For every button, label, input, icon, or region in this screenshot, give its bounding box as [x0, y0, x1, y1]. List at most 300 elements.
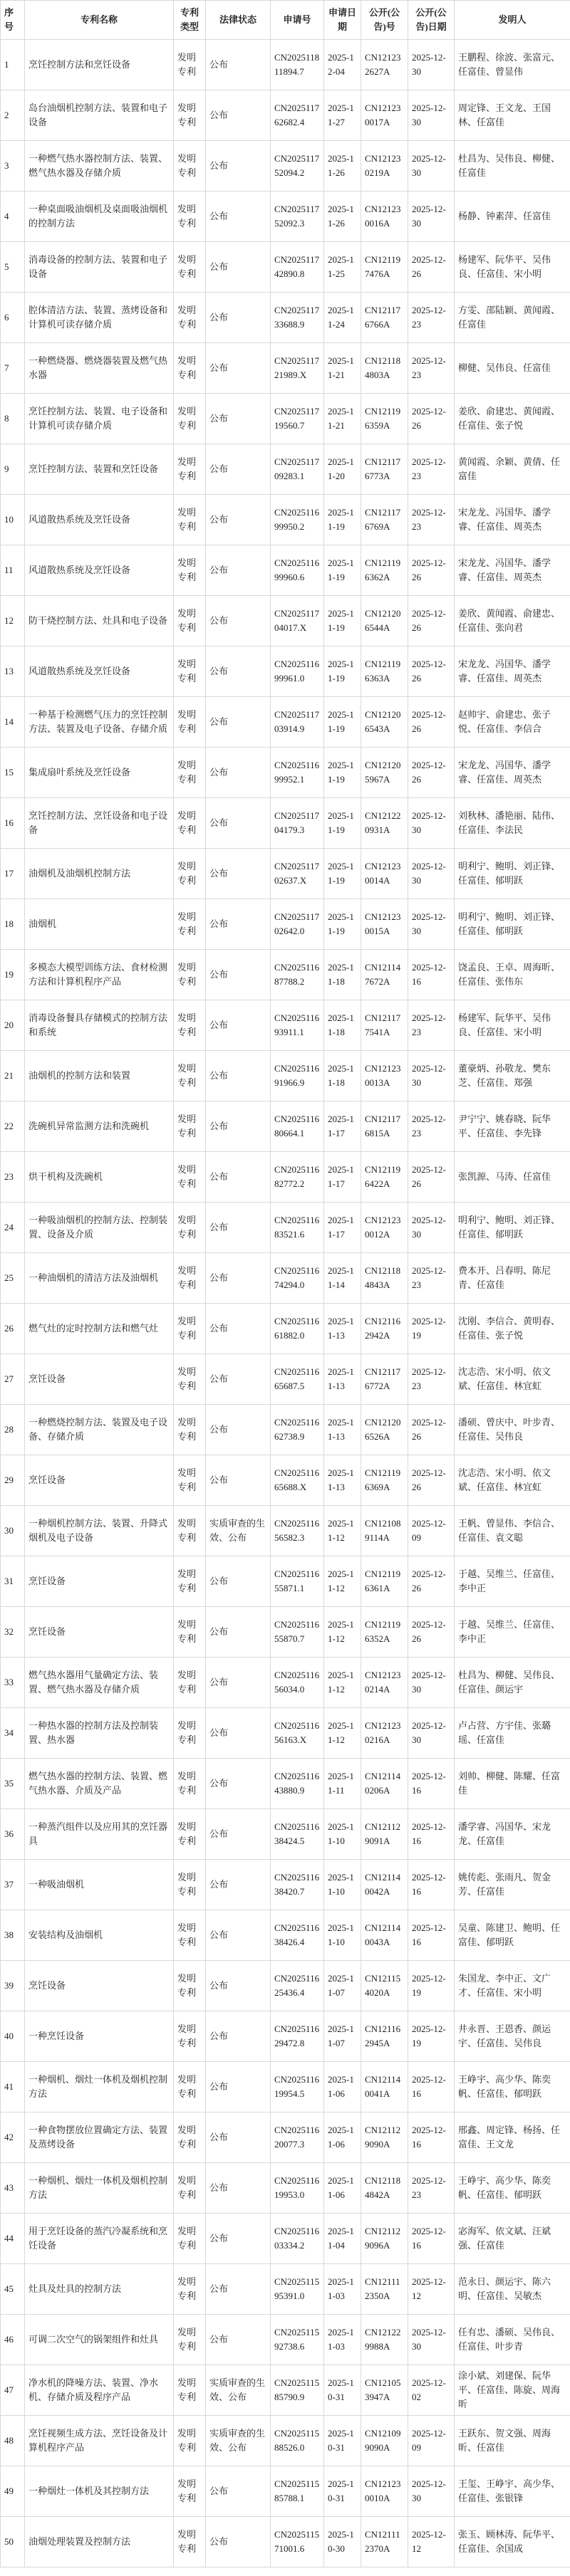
patent-type-cell: 发明专利: [174, 2214, 206, 2264]
application-date-cell: 2025-11-17: [324, 1203, 361, 1253]
table-row: [1, 1860, 570, 1910]
legal-status-cell: 公布: [206, 1203, 271, 1253]
table-row: [1, 2214, 570, 2264]
table-row: [1, 40, 570, 90]
application-number-cell: CN202511638426.4: [271, 1910, 324, 1961]
application-date-cell: 2025-11-18: [324, 1051, 361, 1101]
row-index-cell: 28: [1, 1405, 25, 1455]
publication-date-cell: 2025-12-23: [408, 1101, 455, 1152]
legal-status-cell: 公布: [206, 1455, 271, 1506]
header-publication-number: 公开(公告)号: [361, 1, 408, 40]
table-row: [1, 1405, 570, 1455]
publication-number-cell: CN121206526A: [361, 1405, 408, 1455]
publication-date-cell: 2025-12-30: [408, 849, 455, 899]
patent-type-cell: 发明专利: [174, 1708, 206, 1759]
legal-status-cell: 公布: [206, 1910, 271, 1961]
application-number-cell: CN202511682772.2: [271, 1152, 324, 1203]
patent-name-cell: 一种烟机控制方法、装置、升降式烟机及电子设备: [25, 1506, 174, 1556]
legal-status-cell: 公布: [206, 192, 271, 242]
patent-type-cell: 发明专利: [174, 646, 206, 697]
table-row: [1, 1203, 570, 1253]
inventors-cell: 于越、吴维兰、任富佳、李中正: [455, 1607, 570, 1658]
inventors-cell: 朱国龙、李中正、文广才、任富佳、宋小明: [455, 1961, 570, 2011]
row-index-cell: 20: [1, 1000, 25, 1051]
patent-type-cell: 发明专利: [174, 141, 206, 192]
inventors-cell: 杨建军、阮华平、吴伟良、任富佳、宋小明: [455, 1000, 570, 1051]
publication-number-cell: CN121184843A: [361, 1253, 408, 1304]
legal-status-cell: 公布: [206, 1759, 271, 1809]
row-index-cell: 41: [1, 2062, 25, 2112]
legal-status-cell: 公布: [206, 1253, 271, 1304]
application-date-cell: 2025-11-20: [324, 444, 361, 495]
table-row: [1, 141, 570, 192]
inventors-cell: 潘学睿、冯国华、宋龙龙、任富佳: [455, 1809, 570, 1860]
application-number-cell: CN202511691966.9: [271, 1051, 324, 1101]
legal-status-cell: 实质审查的生效、公布: [206, 2416, 271, 2466]
publication-number-cell: CN121112370A: [361, 2517, 408, 2567]
inventors-cell: 潘硕、曾庆中、叶步青、任富佳、吴伟良: [455, 1405, 570, 1455]
patent-name-cell: 烘干机构及洗碗机: [25, 1152, 174, 1203]
table-row: [1, 343, 570, 394]
legal-status-cell: 公布: [206, 394, 271, 444]
row-index-cell: 48: [1, 2416, 25, 2466]
inventors-cell: 范永日、颜运宇、陈六明、任富佳、吴敏杰: [455, 2264, 570, 2315]
legal-status-cell: 公布: [206, 2214, 271, 2264]
publication-number-cell: CN121196352A: [361, 1607, 408, 1658]
application-number-cell: CN202511674294.0: [271, 1253, 324, 1304]
row-index-cell: 30: [1, 1506, 25, 1556]
publication-date-cell: 2025-12-23: [408, 495, 455, 545]
publication-number-cell: CN121140206A: [361, 1759, 408, 1809]
patent-type-cell: 发明专利: [174, 1203, 206, 1253]
patent-name-cell: 多模态大模型训练方法、食材检测方法和计算机程序产品: [25, 950, 174, 1000]
patent-type-cell: 发明专利: [174, 596, 206, 646]
patent-type-cell: 发明专利: [174, 2416, 206, 2466]
patent-name-cell: 一种燃气热水器控制方法、装置、燃气热水器及存储介质: [25, 141, 174, 192]
patent-type-cell: 发明专利: [174, 1455, 206, 1506]
application-number-cell: CN202511704017.X: [271, 596, 324, 646]
row-index-cell: 39: [1, 1961, 25, 2011]
row-index-cell: 44: [1, 2214, 25, 2264]
patent-name-cell: 油烟机: [25, 899, 174, 950]
table-row: [1, 1455, 570, 1506]
application-number-cell: CN202511588526.0: [271, 2416, 324, 2466]
publication-date-cell: 2025-12-26: [408, 1607, 455, 1658]
table-row: [1, 646, 570, 697]
table-row: [1, 1809, 570, 1860]
legal-status-cell: 公布: [206, 1101, 271, 1152]
publication-number-cell: CN121196362A: [361, 545, 408, 596]
row-index-cell: 37: [1, 1860, 25, 1910]
publication-date-cell: 2025-12-16: [408, 1759, 455, 1809]
application-date-cell: 2025-11-19: [324, 849, 361, 899]
legal-status-cell: 公布: [206, 2517, 271, 2567]
application-number-cell: CN202511662738.9: [271, 1405, 324, 1455]
application-number-cell: CN202511704179.3: [271, 798, 324, 849]
publication-date-cell: 2025-12-09: [408, 2416, 455, 2466]
application-date-cell: 2025-11-13: [324, 1304, 361, 1354]
patent-type-cell: 发明专利: [174, 849, 206, 899]
legal-status-cell: 实质审查的生效、公布: [206, 1506, 271, 1556]
patent-type-cell: 发明专利: [174, 495, 206, 545]
row-index-cell: 29: [1, 1455, 25, 1506]
application-number-cell: CN202511699960.6: [271, 545, 324, 596]
table-row: [1, 596, 570, 646]
row-index-cell: 12: [1, 596, 25, 646]
application-date-cell: 2025-11-03: [324, 2264, 361, 2315]
publication-date-cell: 2025-12-16: [408, 1860, 455, 1910]
publication-date-cell: 2025-12-19: [408, 1961, 455, 2011]
patent-name-cell: 燃气热水器用气量确定方法、装置、燃气热水器及存储介质: [25, 1658, 174, 1708]
row-index-cell: 24: [1, 1203, 25, 1253]
publication-number-cell: CN121154020A: [361, 1961, 408, 2011]
patent-name-cell: 腔体清洁方法、装置、蒸烤设备和计算机可读存储介质: [25, 293, 174, 343]
table-row: [1, 495, 570, 545]
inventors-cell: 沈志浩、宋小明、依文斌、任富佳、林宜虹: [455, 1455, 570, 1506]
legal-status-cell: 公布: [206, 697, 271, 748]
application-number-cell: CN202511643880.9: [271, 1759, 324, 1809]
publication-date-cell: 2025-12-23: [408, 1354, 455, 1405]
legal-status-cell: 公布: [206, 40, 271, 90]
application-date-cell: 2025-10-31: [324, 2416, 361, 2466]
patent-type-cell: 发明专利: [174, 748, 206, 798]
publication-number-cell: CN121176815A: [361, 1101, 408, 1152]
patent-type-cell: 发明专利: [174, 1809, 206, 1860]
publication-number-cell: CN121206544A: [361, 596, 408, 646]
publication-number-cell: CN121147672A: [361, 950, 408, 1000]
table-row: [1, 293, 570, 343]
inventors-cell: 尹宁宁、姚春晓、阮华平、任富佳、李先锋: [455, 1101, 570, 1152]
publication-date-cell: 2025-12-16: [408, 1910, 455, 1961]
application-date-cell: 2025-11-17: [324, 1152, 361, 1203]
application-number-cell: CN202511638420.7: [271, 1860, 324, 1910]
legal-status-cell: 公布: [206, 1152, 271, 1203]
patent-name-cell: 一种吸油烟机: [25, 1860, 174, 1910]
patent-name-cell: 烹饪控制方法、装置和烹饪设备: [25, 444, 174, 495]
application-date-cell: 2025-11-25: [324, 242, 361, 293]
inventors-cell: 周定锋、王文龙、王国林、任富佳: [455, 90, 570, 141]
table-row: [1, 2517, 570, 2567]
publication-number-cell: CN121196363A: [361, 646, 408, 697]
table-row: [1, 697, 570, 748]
application-number-cell: CN202511699950.2: [271, 495, 324, 545]
inventors-cell: 明利宁、鲍明、刘正锋、任富佳、郁明跃: [455, 849, 570, 899]
application-date-cell: 2025-11-24: [324, 293, 361, 343]
table-header-row: [1, 1, 570, 40]
application-number-cell: CN202511721989.X: [271, 343, 324, 394]
legal-status-cell: 实质审查的生效、公布: [206, 2365, 271, 2416]
patent-name-cell: 一种烹饪设备: [25, 2011, 174, 2062]
patent-name-cell: 油烟机及油烟机控制方法: [25, 849, 174, 899]
patent-name-cell: 燃气热水器的控制方法、装置、燃气热水器、介质及产品: [25, 1759, 174, 1809]
table-row: [1, 2062, 570, 2112]
patent-name-cell: 可调二次空气的锅架组件和灶具: [25, 2315, 174, 2365]
patent-name-cell: 一种烟机、烟灶一体机及烟机控制方法: [25, 2062, 174, 2112]
application-number-cell: CN202511656034.0: [271, 1658, 324, 1708]
application-date-cell: 2025-11-04: [324, 2214, 361, 2264]
patent-name-cell: 用于烹饪设备的蒸汽冷凝系统和烹饪设备: [25, 2214, 174, 2264]
application-number-cell: CN202511625436.4: [271, 1961, 324, 2011]
inventors-cell: 柳健、吴伟良、任富佳: [455, 343, 570, 394]
legal-status-cell: 公布: [206, 596, 271, 646]
patent-type-cell: 发明专利: [174, 1556, 206, 1607]
row-index-cell: 13: [1, 646, 25, 697]
table-row: [1, 798, 570, 849]
legal-status-cell: 公布: [206, 495, 271, 545]
legal-status-cell: 公布: [206, 2264, 271, 2315]
application-number-cell: CN202511595391.0: [271, 2264, 324, 2315]
application-date-cell: 2025-11-13: [324, 1354, 361, 1405]
legal-status-cell: 公布: [206, 1405, 271, 1455]
application-date-cell: 2025-11-18: [324, 1000, 361, 1051]
legal-status-cell: 公布: [206, 646, 271, 697]
legal-status-cell: 公布: [206, 1658, 271, 1708]
publication-date-cell: 2025-12-26: [408, 1152, 455, 1203]
legal-status-cell: 公布: [206, 545, 271, 596]
patent-type-cell: 发明专利: [174, 90, 206, 141]
table-row: [1, 2466, 570, 2517]
patent-name-cell: 安装结构及油烟机: [25, 1910, 174, 1961]
application-number-cell: CN202511703914.9: [271, 697, 324, 748]
inventors-cell: 姜欣、黄闻霞、俞建忠、任富佳、张向君: [455, 596, 570, 646]
publication-date-cell: 2025-12-16: [408, 2112, 455, 2163]
table-row: [1, 1354, 570, 1405]
publication-date-cell: 2025-12-23: [408, 444, 455, 495]
patent-type-cell: 发明专利: [174, 1101, 206, 1152]
table-row: [1, 394, 570, 444]
application-date-cell: 2025-11-11: [324, 1759, 361, 1809]
table-row: [1, 1000, 570, 1051]
application-date-cell: 2025-11-12: [324, 1506, 361, 1556]
row-index-cell: 6: [1, 293, 25, 343]
legal-status-cell: 公布: [206, 2011, 271, 2062]
patent-type-cell: 发明专利: [174, 1152, 206, 1203]
application-number-cell: CN202511702637.X: [271, 849, 324, 899]
application-date-cell: 2025-11-19: [324, 545, 361, 596]
publication-number-cell: CN121140041A: [361, 2062, 408, 2112]
patent-name-cell: 消毒设备餐具存储模式的控制方法和系统: [25, 1000, 174, 1051]
application-number-cell: CN202511585790.9: [271, 2365, 324, 2416]
patent-type-cell: 发明专利: [174, 1253, 206, 1304]
row-index-cell: 22: [1, 1101, 25, 1152]
inventors-cell: 宋龙龙、冯国华、潘学睿、任富佳、周英杰: [455, 495, 570, 545]
legal-status-cell: 公布: [206, 2062, 271, 2112]
application-date-cell: 2025-11-19: [324, 495, 361, 545]
publication-date-cell: 2025-12-19: [408, 1304, 455, 1354]
row-index-cell: 23: [1, 1152, 25, 1203]
patent-type-cell: 发明专利: [174, 899, 206, 950]
application-number-cell: CN202511762682.4: [271, 90, 324, 141]
patent-name-cell: 烹饪设备: [25, 1354, 174, 1405]
patent-name-cell: 烹饪设备: [25, 1961, 174, 2011]
publication-number-cell: CN121206543A: [361, 697, 408, 748]
publication-date-cell: 2025-12-26: [408, 596, 455, 646]
patent-type-cell: 发明专利: [174, 545, 206, 596]
publication-date-cell: 2025-12-16: [408, 950, 455, 1000]
row-index-cell: 47: [1, 2365, 25, 2416]
row-index-cell: 49: [1, 2466, 25, 2517]
patent-type-cell: 发明专利: [174, 1506, 206, 1556]
legal-status-cell: 公布: [206, 899, 271, 950]
patent-type-cell: 发明专利: [174, 1607, 206, 1658]
patent-name-cell: 消毒设备的控制方法、装置和电子设备: [25, 242, 174, 293]
application-date-cell: 2025-11-12: [324, 1658, 361, 1708]
row-index-cell: 1: [1, 40, 25, 90]
publication-number-cell: CN121099090A: [361, 2416, 408, 2466]
publication-date-cell: 2025-12-26: [408, 1455, 455, 1506]
application-number-cell: CN202511619953.0: [271, 2163, 324, 2214]
table-row: [1, 90, 570, 141]
application-number-cell: CN202511665688.X: [271, 1455, 324, 1506]
publication-number-cell: CN121162945A: [361, 2011, 408, 2062]
row-index-cell: 26: [1, 1304, 25, 1354]
publication-date-cell: 2025-12-16: [408, 1809, 455, 1860]
table-row: [1, 1556, 570, 1607]
application-date-cell: 2025-11-10: [324, 1809, 361, 1860]
patent-name-cell: 集成扇叶系统及烹饪设备: [25, 748, 174, 798]
table-row: [1, 2163, 570, 2214]
row-index-cell: 43: [1, 2163, 25, 2214]
header-patent-type: 专利类型: [174, 1, 206, 40]
patent-name-cell: 烹饪控制方法、烹饪设备和电子设备: [25, 798, 174, 849]
publication-number-cell: CN121089114A: [361, 1506, 408, 1556]
row-index-cell: 35: [1, 1759, 25, 1809]
row-index-cell: 17: [1, 849, 25, 899]
publication-date-cell: 2025-12-23: [408, 2163, 455, 2214]
patent-type-cell: 发明专利: [174, 444, 206, 495]
table-row: [1, 950, 570, 1000]
row-index-cell: 2: [1, 90, 25, 141]
patent-name-cell: 烹饪控制方法和烹饪设备: [25, 40, 174, 90]
legal-status-cell: 公布: [206, 1556, 271, 1607]
patent-name-cell: 风道散热系统及烹饪设备: [25, 545, 174, 596]
application-number-cell: CN202511742890.8: [271, 242, 324, 293]
patent-name-cell: 烹饪设备: [25, 1556, 174, 1607]
publication-number-cell: CN121230010A: [361, 2466, 408, 2517]
application-date-cell: 2025-10-30: [324, 2517, 361, 2567]
patent-name-cell: 一种桌面吸油烟机及桌面吸油烟机的控制方法: [25, 192, 174, 242]
patent-name-cell: 烹饪控制方法、装置、电子设备和计算机可读存储介质: [25, 394, 174, 444]
table-row: [1, 1607, 570, 1658]
legal-status-cell: 公布: [206, 748, 271, 798]
application-number-cell: CN202511619954.5: [271, 2062, 324, 2112]
publication-number-cell: CN121196359A: [361, 394, 408, 444]
header-patent-name: 专利名称: [25, 1, 174, 40]
table-row: [1, 2315, 570, 2365]
publication-number-cell: CN121196422A: [361, 1152, 408, 1203]
application-date-cell: 2025-11-07: [324, 1961, 361, 2011]
row-index-cell: 21: [1, 1051, 25, 1101]
table-row: [1, 899, 570, 950]
application-date-cell: 2025-11-26: [324, 141, 361, 192]
application-date-cell: 2025-12-04: [324, 40, 361, 90]
table-row: [1, 444, 570, 495]
inventors-cell: 王峥宇、高少华、陈奕帆、任富佳、郁明跃: [455, 2062, 570, 2112]
row-index-cell: 25: [1, 1253, 25, 1304]
inventors-cell: 任有忠、潘硕、吴伟良、任富佳、叶步青: [455, 2315, 570, 2365]
publication-date-cell: 2025-12-30: [408, 192, 455, 242]
legal-status-cell: 公布: [206, 849, 271, 899]
patent-type-cell: 发明专利: [174, 1405, 206, 1455]
application-number-cell: CN202511661882.0: [271, 1304, 324, 1354]
publication-number-cell: CN121230216A: [361, 1708, 408, 1759]
publication-date-cell: 2025-12-19: [408, 2011, 455, 2062]
patent-name-cell: 风道散热系统及烹饪设备: [25, 646, 174, 697]
application-date-cell: 2025-11-26: [324, 192, 361, 242]
patent-name-cell: 一种烟灶一体机及其控制方法: [25, 2466, 174, 2517]
table-row: [1, 545, 570, 596]
inventors-cell: 杨建军、阮华平、吴伟良、任富佳、宋小明: [455, 242, 570, 293]
header-inventors: 发明人: [455, 1, 570, 40]
application-date-cell: 2025-11-10: [324, 1910, 361, 1961]
row-index-cell: 50: [1, 2517, 25, 2567]
application-number-cell: CN202511733688.9: [271, 293, 324, 343]
publication-date-cell: 2025-12-23: [408, 293, 455, 343]
patent-type-cell: 发明专利: [174, 798, 206, 849]
publication-date-cell: 2025-12-30: [408, 2466, 455, 2517]
inventors-cell: 黄闻霞、余颖、黄倩、任富佳: [455, 444, 570, 495]
inventors-cell: 涂小斌、刘建保、阮华平、任富佳、陈旋、周海昕: [455, 2365, 570, 2416]
patent-name-cell: 一种油烟机的清洁方法及油烟机: [25, 1253, 174, 1304]
row-index-cell: 38: [1, 1910, 25, 1961]
application-date-cell: 2025-11-06: [324, 2062, 361, 2112]
publication-date-cell: 2025-12-30: [408, 1051, 455, 1101]
patent-type-cell: 发明专利: [174, 2062, 206, 2112]
publication-number-cell: CN121176772A: [361, 1354, 408, 1405]
table-row: [1, 1152, 570, 1203]
table-row: [1, 2112, 570, 2163]
inventors-cell: 饶孟良、王卓、周海昕、任富佳、张伟东: [455, 950, 570, 1000]
row-index-cell: 32: [1, 1607, 25, 1658]
table-row: [1, 192, 570, 242]
legal-status-cell: 公布: [206, 1051, 271, 1101]
patent-name-cell: 烹饪视频生成方法、烹饪设备及计算机程序产品: [25, 2416, 174, 2466]
row-index-cell: 34: [1, 1708, 25, 1759]
patent-type-cell: 发明专利: [174, 1658, 206, 1708]
application-date-cell: 2025-11-19: [324, 646, 361, 697]
patent-name-cell: 油烟机的控制方法和装置: [25, 1051, 174, 1101]
publication-number-cell: CN121232627A: [361, 40, 408, 90]
legal-status-cell: 公布: [206, 1354, 271, 1405]
patent-name-cell: 烹饪设备: [25, 1455, 174, 1506]
patent-type-cell: 发明专利: [174, 2315, 206, 2365]
patent-type-cell: 发明专利: [174, 1860, 206, 1910]
row-index-cell: 4: [1, 192, 25, 242]
inventors-cell: 杨静、钟素萍、任富佳: [455, 192, 570, 242]
patent-type-cell: 发明专利: [174, 1304, 206, 1354]
patent-name-cell: 一种蒸汽组件以及应用其的烹饪器具: [25, 1809, 174, 1860]
row-index-cell: 10: [1, 495, 25, 545]
table-row: [1, 2416, 570, 2466]
application-date-cell: 2025-11-21: [324, 343, 361, 394]
publication-number-cell: CN121129096A: [361, 2214, 408, 2264]
row-index-cell: 36: [1, 1809, 25, 1860]
publication-number-cell: CN121112350A: [361, 2264, 408, 2315]
inventors-cell: 明利宁、鲍明、刘正锋、任富佳、郁明跃: [455, 899, 570, 950]
header-application-number: 申请号: [271, 1, 324, 40]
application-number-cell: CN202511638424.5: [271, 1809, 324, 1860]
patent-type-cell: 发明专利: [174, 1961, 206, 2011]
application-date-cell: 2025-11-19: [324, 748, 361, 798]
patent-name-cell: 一种烟机、烟灶一体机及烟机控制方法: [25, 2163, 174, 2214]
publication-number-cell: CN121230214A: [361, 1658, 408, 1708]
patent-type-cell: 发明专利: [174, 2112, 206, 2163]
publication-date-cell: 2025-12-30: [408, 1708, 455, 1759]
row-index-cell: 16: [1, 798, 25, 849]
application-number-cell: CN202511683521.6: [271, 1203, 324, 1253]
patent-type-cell: 发明专利: [174, 242, 206, 293]
patent-name-cell: 一种燃烧器、燃烧器装置及燃气热水器: [25, 343, 174, 394]
